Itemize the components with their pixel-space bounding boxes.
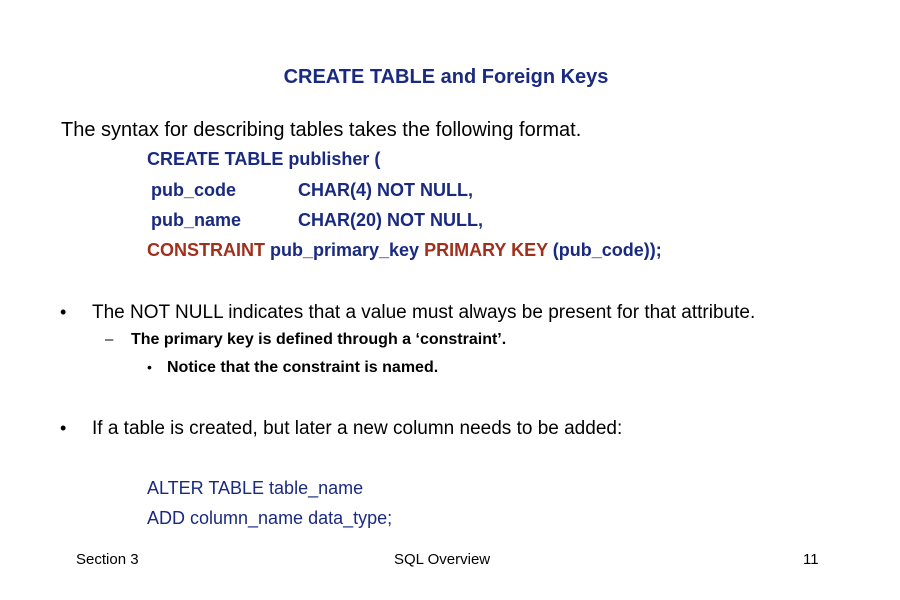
- code-column-name: pub_name: [151, 210, 242, 230]
- constraint-keyword: CONSTRAINT: [147, 240, 265, 260]
- bullet-text: The NOT NULL indicates that a value must always be present for that attribute.: [92, 302, 756, 323]
- code-column-definition: CHAR(4) NOT NULL,: [298, 180, 473, 200]
- code-line-constraint: [147, 240, 662, 261]
- code-column-definition: CHAR(20) NOT NULL,: [298, 210, 483, 230]
- footer-title: SQL Overview: [394, 551, 491, 568]
- constraint-name: pub_primary_key: [265, 240, 425, 260]
- slide-title: CREATE TABLE and Foreign Keys: [283, 66, 609, 88]
- intro-text: The syntax for describing tables takes the following format.: [61, 119, 582, 141]
- bullet-icon: •: [60, 302, 67, 322]
- bullet-icon: •: [60, 418, 67, 438]
- alter-code-line: ALTER TABLE table_name: [147, 478, 364, 498]
- footer-section: Section 3: [76, 551, 139, 568]
- bullet-text: If a table is created, but later a new column needs to be added:: [92, 418, 623, 439]
- sub-sub-bullet-text: Notice that the constraint is named.: [167, 359, 439, 376]
- dash-bullet-icon: –: [105, 331, 114, 348]
- bullet-icon: •: [147, 359, 152, 375]
- primary-key-keyword: PRIMARY KEY: [424, 240, 548, 260]
- code-column-name: pub_code: [151, 180, 237, 200]
- page-number: 11: [803, 551, 819, 568]
- constraint-columns: (pub_code));: [547, 240, 662, 260]
- code-line-create: CREATE TABLE publisher (: [147, 149, 381, 169]
- sub-bullet-text: The primary key is defined through a ‘constraint’.: [131, 331, 507, 348]
- alter-code-line: ADD column_name data_type;: [147, 508, 393, 528]
